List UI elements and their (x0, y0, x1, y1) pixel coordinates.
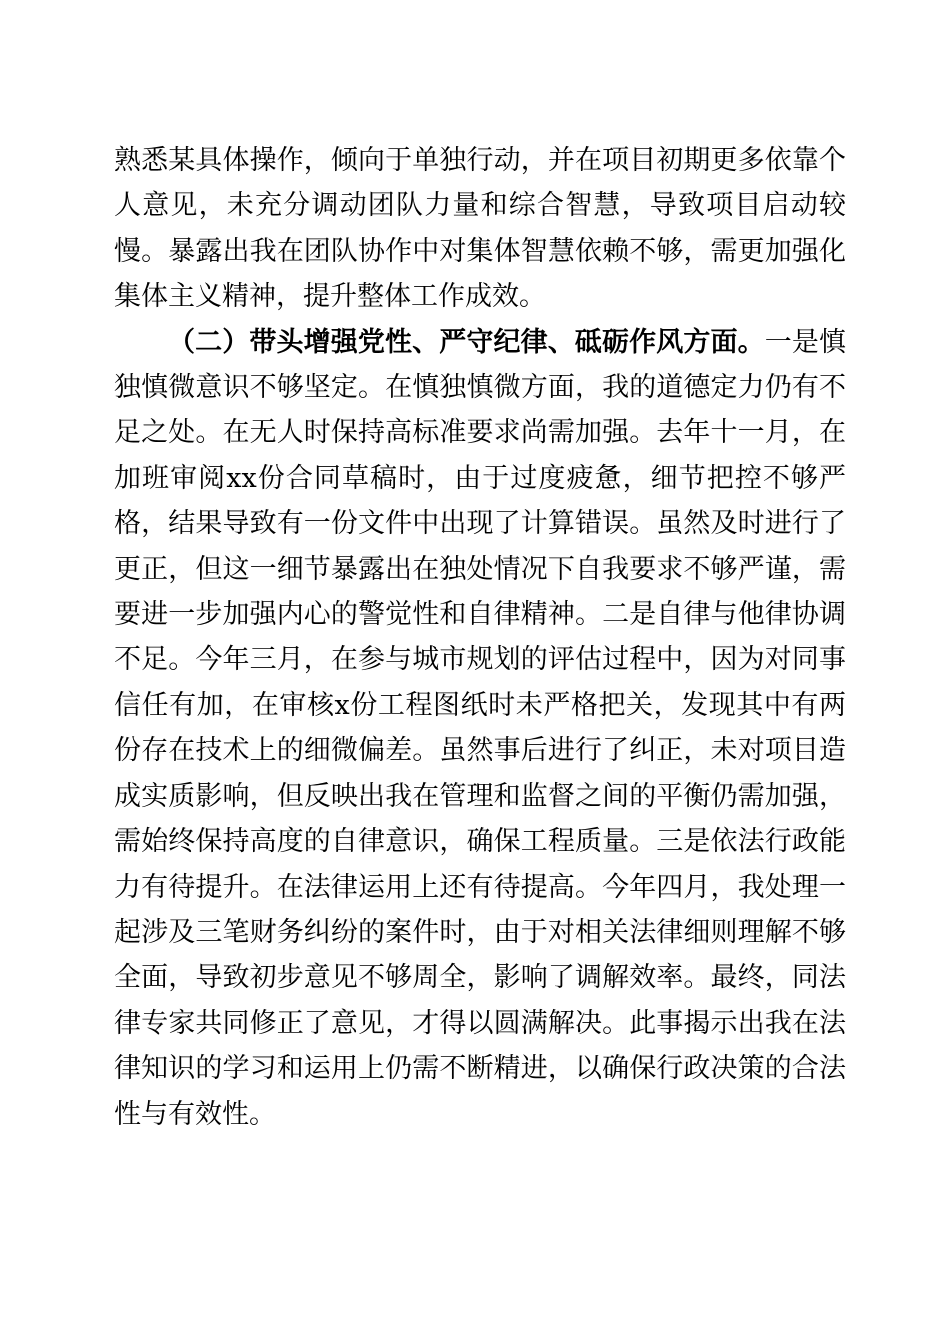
text-run: 熟悉某具体操作，倾向于单独行动，并在项目初期更多依靠个人意见，未充分调动团队力量和综合智慧，导致项目启动较慢。暴露出我在团队协作中对集体智慧依赖不够，需更加强化集体主义精神，提升整体工作成效。 (114, 145, 846, 313)
paragraph-section-2 (114, 320, 846, 1137)
paragraph-continuation (114, 138, 846, 320)
text-run-bold: （二）带头增强党性、严守纪律、砥砺作风方面。 (168, 326, 765, 358)
document-text-block (114, 138, 846, 1137)
text-run: 一是慎独慎微意识不够坚定。在慎独慎微方面，我的道德定力仍有不足之处。在无人时保持高标准要求尚需加强。去年十一月，在加班审阅xx份合同草稿时，由于过度疲惫，细节把控不够严格，结果导致有一份文件中出现了计算错误。虽然及时进行了更正，但这一细节暴露出在独处情况下自我要求不够严谨，需要进一步加强内心的警觉性和自律精神。二是自律与他律协调不足。今年三月，在参与城市规划的评估过程中，因为对同事信任有加，在审核x份工程图纸时未严格把关，发现其中有两份存在技术上的细微偏差。虽然事后进行了纠正，未对项目造成实质影响，但反映出我在管理和监督之间的平衡仍需加强，需始终保持高度的自律意识，确保工程质量。三是依法行政能力有待提升。在法律运用上还有待提高。今年四月，我处理一起涉及三笔财务纠纷的案件时，由于对相关法律细则理解不够全面，导致初步意见不够周全，影响了调解效率。最终，同法律专家共同修正了意见，才得以圆满解决。此事揭示出我在法律知识的学习和运用上仍需不断精进，以确保行政决策的合法性与有效性。 (114, 326, 846, 1130)
